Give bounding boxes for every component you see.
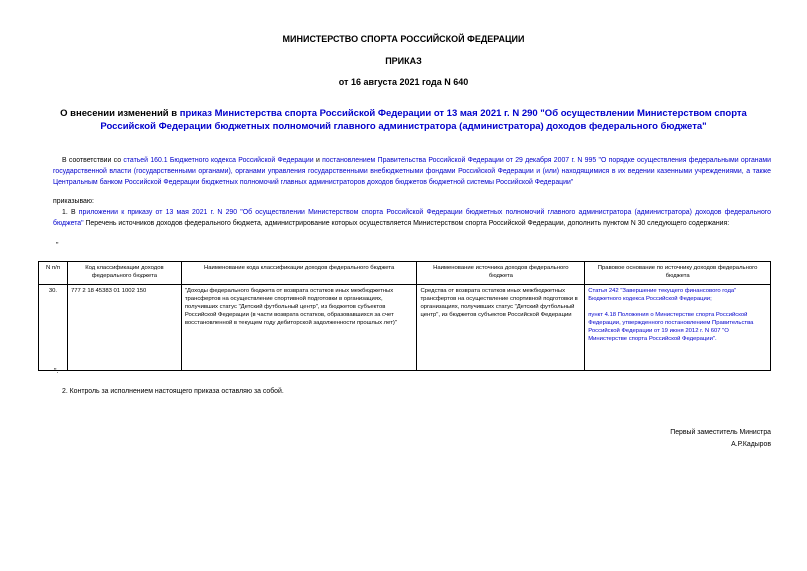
cell-source-name: Средства от возврата остатков иных межбюджетных трансфертов на осуществление спортивной подготовки в организациях, получивших статус "Детский футбольный центр", из бюджетов субъектов Российской Федерации [417,285,585,371]
item-1-text-2: Перечень источников доходов федерального бюджета, администрирование которых осуществляется Министерством спорта Российской Федерации, дополнить пунктом N 30 следующего содержания: [83,220,730,227]
legal-spacer [588,303,767,311]
header-cell-code: Код классификации доходов федерального бюджета [67,262,181,285]
cell-legal-basis [585,285,771,371]
preamble-link-budget-code[interactable]: статьей 160.1 Бюджетного кодекса Российской Федерации [123,157,314,164]
quote-open: " [56,242,59,249]
doc-title [40,107,767,133]
preamble [53,155,771,188]
table-row [39,285,771,371]
preamble-link-resolution[interactable]: постановлением Правительства Российской Федерации от 29 декабря 2007 г. N 995 "О порядке осуществления федеральными органами государственной власти (государственными органами), органами управления государственными внебюджетными фондами Российской Федерации и (или) находящимися в их ведении казенными учреждениями, а также Центральным банком Российской Федерации бюджетных полномочий главных администраторов доходов бюджетов бюджетной системы Российской Федерации" [53,157,772,186]
table-header-row [39,262,771,285]
item-1 [53,207,771,229]
item-1-text-1: 1. В [62,209,79,216]
header-cell-code-name: Наименование кода классификации доходов федерального бюджета [181,262,417,285]
title-prefix: О внесении изменений в [60,108,180,119]
ministry-heading: МИНИСТЕРСТВО СПОРТА РОССИЙСКОЙ ФЕДЕРАЦИИ [282,34,525,44]
title-link[interactable]: приказ Министерства спорта Российской Федерации от 13 мая 2021 г. N 290 "Об осуществлении Министерством спорта Российской Федерации бюджетных полномочий главного администратора (администратора) доходов федерального бюджета" [100,108,747,132]
income-sources-table [38,261,771,371]
order-word: приказываю: [53,198,94,205]
quote-close: ". [54,368,59,375]
doc-date-number: от 16 августа 2021 года N 640 [338,77,469,87]
preamble-text-1: В соответствии со [62,157,124,164]
legal-link-regulation[interactable]: пункт 4.18 Положения о Министерстве спорта Российской Федерации, утвержденного постановлением Правительства Российской Федерации от 19 июня 2012 г. N 607 "О Министерстве спорта Российской Федерации". [588,312,754,342]
item-1-link[interactable]: приложении к приказу от 13 мая 2021 г. N 290 "Об осуществлении Министерством спорта Российской Федерации бюджетных полномочий главного администратора (администратора) доходов федерального бюджета" [53,209,771,227]
cell-code: 777 2 18 45383 01 1002 150 [67,285,181,371]
header-cell-source-name: Наименование источника доходов федерального бюджета [417,262,585,285]
doc-type: ПРИКАЗ [385,56,422,66]
cell-num: 30. [39,285,68,371]
legal-link-article-242[interactable]: Статья 242 "Завершение текущего финансового года" Бюджетного кодекса Российской Федерации; [588,288,737,302]
signer-name: А.Р.Кадыров [731,441,771,448]
header-cell-num: N п/п [39,262,68,285]
preamble-text-2: и [313,157,323,164]
item-2: 2. Контроль за исполнением настоящего приказа оставляю за собой. [62,388,284,395]
header-cell-legal-basis: Правовое основание по источнику доходов федерального бюджета [585,262,771,285]
cell-code-name: "Доходы федерального бюджета от возврата остатков иных межбюджетных трансфертов на осуществление спортивной подготовки в организациях, получивших статус "Детский футбольный центр", из бюджетов субъектов Российской Федерации (в части возврата остатков, образовавшихся за счет восстановленной в текущем году дебиторской задолженности прошлых лет)" [181,285,417,371]
signer-position: Первый заместитель Министра [670,429,771,436]
